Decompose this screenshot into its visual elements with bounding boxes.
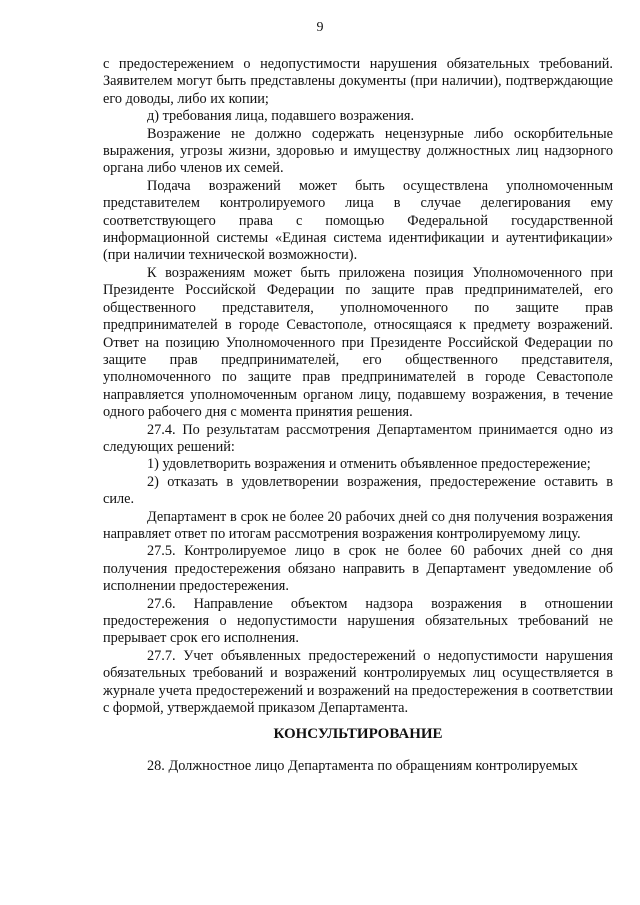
paragraph: 28. Должностное лицо Департамента по обращениям контролируемых xyxy=(147,757,578,774)
paragraph: д) требования лица, подавшего возражения. xyxy=(147,108,415,125)
paragraph: Возражение не должно содержать нецензурные либо оскорбительные выражения, угрозы жизни, здоровью и имуществу должностных лиц надзорного органа либо членов их семей. xyxy=(103,125,613,177)
paragraph: 27.6. Направление объектом надзора возражения в отношении предостережения о недопустимости нарушения обязательных требований не прерывает срок его исполнения. xyxy=(103,595,613,647)
paragraph: К возражениям может быть приложена позиция Уполномоченного при Президенте Российской Федерации по защите прав предпринимателей, его общественного представителя, уполномоченного по защите прав предпринимателей в городе Севастополе, относящаяся к предмету возражений. Ответ на позицию Уполномоченного при Президенте Российской Федерации по защите прав предпринимателей, его общественного представителя, уполномоченного по защите прав предпринимателей в городе Севастополе направляется уполномоченным органом лицу, подавшему возражения, в течение одного рабочего дня с момента принятия решения. xyxy=(103,264,613,421)
paragraph: 1) удовлетворить возражения и отменить объявленное предостережение; xyxy=(147,456,591,473)
paragraph: 27.5. Контролируемое лицо в срок не более 60 рабочих дней со дня получения предостережения обязано направить в Департамент уведомление об исполнении предостережения. xyxy=(103,543,613,595)
paragraph: 27.4. По результатам рассмотрения Департаментом принимается одно из следующих решений: xyxy=(103,421,613,455)
document-body xyxy=(103,56,613,775)
section-heading: КОНСУЛЬТИРОВАНИЕ xyxy=(273,726,443,743)
paragraph: с предостережением о недопустимости нарушения обязательных требований. Заявителем могут быть представлены документы (при наличии), подтверждающие его доводы, либо их копии; xyxy=(103,56,613,107)
page-number: 9 xyxy=(316,20,324,35)
paragraph: Подача возражений может быть осуществлена уполномоченным представителем контролируемого лица в случае делегирования ему соответствующего права с помощью Федеральной государственной информационной системы «Единая система идентификации и аутентификации» (при наличии технической возможности). xyxy=(103,177,613,264)
paragraph: Департамент в срок не более 20 рабочих дней со дня получения возражения направляет ответ по итогам рассмотрения возражения контролируемому лицу. xyxy=(103,508,613,542)
paragraph: 2) отказать в удовлетворении возражения, предостережение оставить в силе. xyxy=(103,473,613,508)
paragraph: 27.7. Учет объявленных предостережений о недопустимости нарушения обязательных требований и возражений контролируемых лиц осуществляется в журнале учета предостережений и возражений на предостережения в соответствии с формой, утверждаемой приказом Департамента. xyxy=(103,647,613,717)
